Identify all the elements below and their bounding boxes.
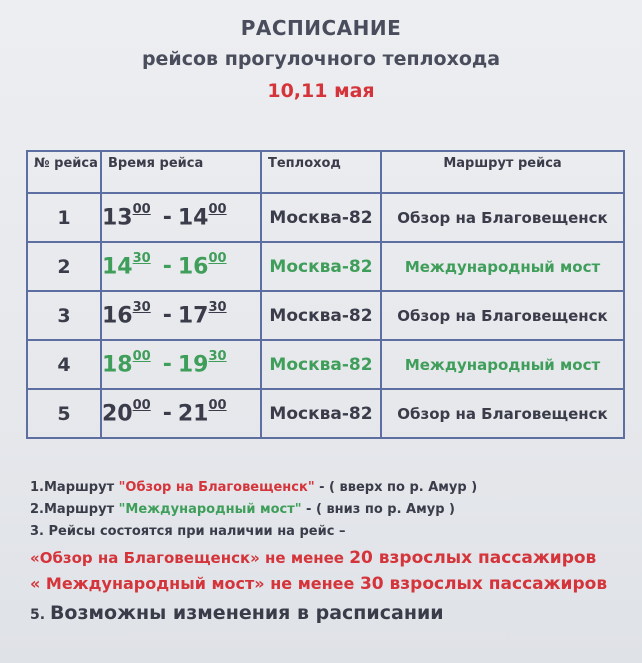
trip-time bbox=[101, 389, 261, 438]
start-hour: 16 bbox=[102, 303, 133, 329]
end-minute: 30 bbox=[208, 348, 227, 364]
table-row bbox=[27, 193, 624, 242]
note-4-text: «Обзор на Благовещенск» не менее bbox=[30, 549, 350, 567]
schedule-table bbox=[26, 150, 625, 439]
route-name: Обзор на Благовещенск bbox=[381, 389, 624, 438]
table-row bbox=[27, 389, 624, 438]
note-2-prefix: 2.Маршрут bbox=[30, 502, 119, 517]
schedule-dates: 10,11 мая bbox=[267, 80, 375, 102]
trip-number: 5 bbox=[27, 389, 101, 438]
trip-time bbox=[101, 193, 261, 242]
note-6-text: Возможны изменения в расписании bbox=[49, 602, 444, 624]
time-dash: - bbox=[162, 303, 172, 329]
end-hour: 21 bbox=[177, 401, 209, 427]
end-hour: 17 bbox=[177, 303, 209, 329]
ship-name: Москва-82 bbox=[261, 389, 381, 438]
route-name: Обзор на Благовещенск bbox=[381, 291, 624, 340]
trip-time bbox=[101, 291, 261, 340]
note-6-number: 5. bbox=[30, 607, 50, 623]
column-header-ship: Теплоход bbox=[261, 151, 381, 193]
trip-time bbox=[101, 242, 261, 291]
end-hour: 16 bbox=[177, 254, 209, 280]
ship-name: Москва-82 bbox=[261, 193, 381, 242]
time-dash: - bbox=[162, 401, 172, 427]
note-2-route: "Международный мост" bbox=[118, 502, 302, 517]
note-1-suffix: - ( вверх по р. Амур ) bbox=[314, 480, 478, 495]
note-2 bbox=[30, 502, 455, 517]
start-minute: 30 bbox=[132, 250, 151, 266]
note-4 bbox=[30, 548, 596, 568]
note-6 bbox=[30, 602, 444, 624]
trip-number: 3 bbox=[27, 291, 101, 340]
end-minute: 30 bbox=[208, 299, 227, 315]
trip-number: 2 bbox=[27, 242, 101, 291]
route-name: Международный мост bbox=[381, 242, 624, 291]
route-name: Обзор на Благовещенск bbox=[381, 193, 624, 242]
column-header-trip-number: № рейса bbox=[27, 151, 101, 193]
note-3: 3. Рейсы состоятся при наличии на рейс – bbox=[30, 524, 346, 539]
ship-name: Москва-82 bbox=[261, 340, 381, 389]
start-minute: 00 bbox=[132, 348, 151, 364]
note-5 bbox=[30, 574, 607, 594]
note-2-suffix: - ( вниз по р. Амур ) bbox=[301, 502, 455, 517]
time-dash: - bbox=[162, 352, 172, 378]
note-1-prefix: 1.Маршрут bbox=[30, 480, 119, 495]
start-hour: 14 bbox=[102, 254, 133, 280]
start-hour: 13 bbox=[102, 205, 133, 231]
note-5-count: 30 взрослых пассажиров bbox=[359, 574, 608, 594]
end-minute: 00 bbox=[208, 250, 227, 266]
time-dash: - bbox=[162, 205, 172, 231]
table-row bbox=[27, 291, 624, 340]
page-subtitle: рейсов прогулочного теплохода bbox=[141, 48, 501, 70]
end-hour: 19 bbox=[177, 352, 209, 378]
column-header-trip-time: Время рейса bbox=[101, 151, 261, 193]
start-hour: 18 bbox=[102, 352, 133, 378]
time-dash: - bbox=[162, 254, 172, 280]
ship-name: Москва-82 bbox=[261, 242, 381, 291]
end-minute: 00 bbox=[208, 201, 227, 217]
note-1-route: "Обзор на Благовещенск" bbox=[118, 480, 315, 495]
column-header-route: Маршрут рейса bbox=[381, 151, 624, 193]
table-header-row bbox=[27, 151, 624, 193]
note-1 bbox=[30, 480, 477, 495]
note-5-text: « Международный мост» не менее bbox=[30, 574, 360, 593]
trip-time bbox=[101, 340, 261, 389]
start-hour: 20 bbox=[102, 401, 133, 427]
end-minute: 00 bbox=[208, 397, 227, 413]
page-title: РАСПИСАНИЕ bbox=[240, 16, 402, 40]
ship-name: Москва-82 bbox=[261, 291, 381, 340]
route-name: Международный мост bbox=[381, 340, 624, 389]
end-hour: 14 bbox=[177, 205, 209, 231]
note-4-count: 20 взрослых пассажиров bbox=[349, 548, 597, 568]
start-minute: 30 bbox=[132, 299, 151, 315]
start-minute: 00 bbox=[132, 397, 151, 413]
trip-number: 4 bbox=[27, 340, 101, 389]
start-minute: 00 bbox=[132, 201, 151, 217]
table-row bbox=[27, 242, 624, 291]
table-row bbox=[27, 340, 624, 389]
trip-number: 1 bbox=[27, 193, 101, 242]
